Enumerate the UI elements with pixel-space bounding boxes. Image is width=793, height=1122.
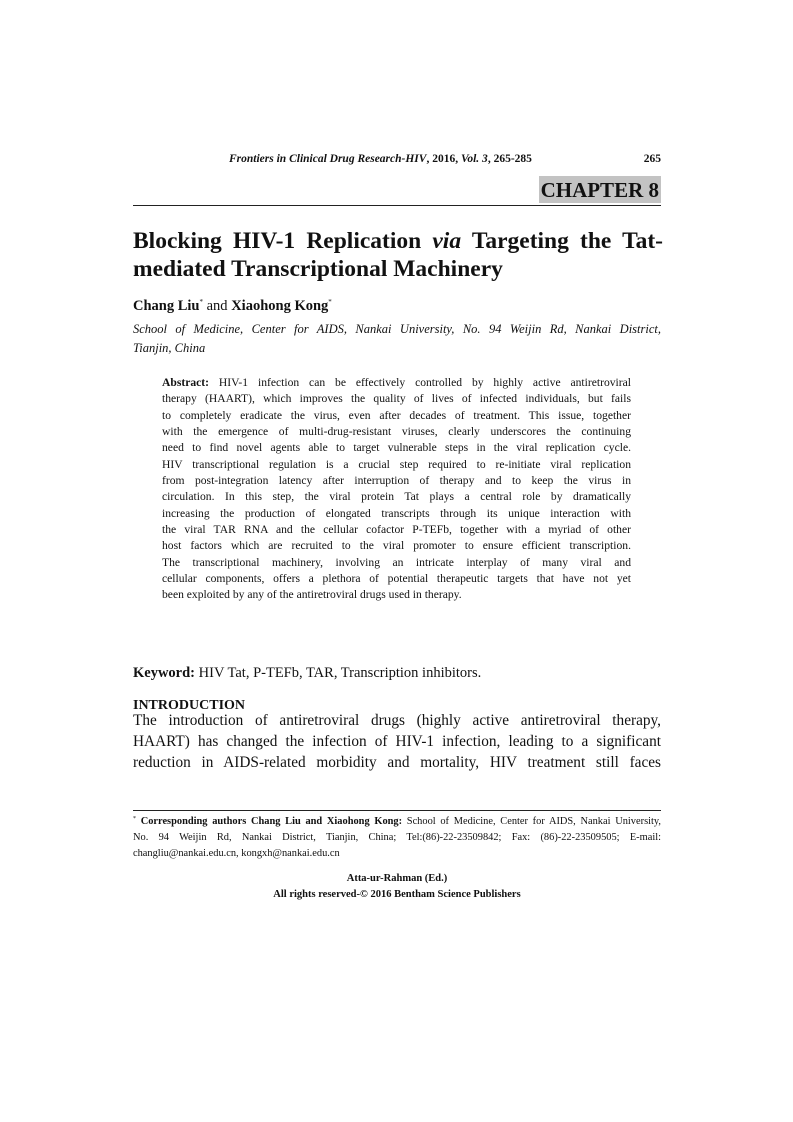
abstract-line xyxy=(162,555,631,571)
title-text: via xyxy=(432,228,462,254)
paragraph-line: HAART) has changed the infection of HIV-1 infection, leading to a significant xyxy=(133,733,661,750)
page-number: 265 xyxy=(643,153,661,165)
journal-pages: , 265-285 xyxy=(487,153,532,165)
abstract-line xyxy=(162,506,631,522)
title-text: Targeting the Tat- xyxy=(461,228,663,254)
section-heading: INTRODUCTION xyxy=(133,698,246,713)
abstract-text: to completely eradicate the virus, even after decades of treatment. This issue, together xyxy=(162,408,631,422)
abstract-text: the viral TAR RNA and the cellular cofactor P-TEFb, together with a myriad of other xyxy=(162,523,631,537)
abstract-line xyxy=(162,571,631,587)
abstract-line xyxy=(162,457,631,473)
author-name: Chang Liu xyxy=(133,298,200,314)
page-title xyxy=(133,227,663,283)
abstract-line xyxy=(162,391,631,407)
paragraph-line: The introduction of antiretroviral drugs (highly active antiretroviral therapy, xyxy=(133,712,661,729)
abstract-label: Abstract: xyxy=(162,376,210,389)
affiliation-line: School of Medicine, Center for AIDS, Nankai University, No. 94 Weijin Rd, Nankai District, xyxy=(133,322,661,336)
journal-year: , 2016, xyxy=(426,153,461,165)
title-text: Blocking HIV-1 Replication xyxy=(133,228,433,254)
abstract-line xyxy=(162,440,631,456)
abstract-line xyxy=(162,489,631,505)
header-divider xyxy=(133,205,661,206)
author-name: Xiaohong Kong xyxy=(231,298,329,314)
footnote-text: School of Medicine, Center for AIDS, Nankai University, xyxy=(402,816,661,827)
author-mark: * xyxy=(199,298,203,306)
copyright: All rights reserved-© 2016 Bentham Science Publishers xyxy=(273,889,521,900)
abstract-text: need to find novel agents able to target vulnerable steps in the viral replication cycle. xyxy=(162,441,631,455)
journal-citation xyxy=(229,153,532,165)
abstract-text: been exploited by any of the antiretroviral drugs used in therapy. xyxy=(162,588,462,602)
footnote-line xyxy=(133,830,661,846)
publisher-info xyxy=(133,871,661,903)
journal-name: Frontiers in Clinical Drug Research-HIV xyxy=(229,153,427,165)
abstract xyxy=(162,375,631,604)
paragraph-line: reduction in AIDS-related morbidity and mortality, HIV treatment still faces xyxy=(133,754,661,771)
abstract-text: HIV transcriptional regulation is a crucial step required to re-initiate viral replication xyxy=(162,457,631,471)
abstract-text: therapy (HAART), which improves the quality of lives of infected individuals, but fails xyxy=(162,392,631,406)
footnote-line xyxy=(133,811,661,830)
footnote-text: changliu@nankai.edu.cn, kongxh@nankai.edu.cn xyxy=(133,848,340,859)
chapter-label: CHAPTER 8 xyxy=(540,178,659,202)
journal-volume: Vol. 3 xyxy=(460,153,488,165)
keywords-text: HIV Tat, P-TEFb, TAR, Transcription inhibitors. xyxy=(195,665,482,681)
author-separator: and xyxy=(203,298,232,314)
author-mark: * xyxy=(328,298,332,306)
editor: Atta-ur-Rahman (Ed.) xyxy=(346,873,448,884)
keywords xyxy=(133,665,481,682)
abstract-line xyxy=(162,408,631,424)
title-line: mediated Transcriptional Machinery xyxy=(133,256,503,282)
footnote xyxy=(133,811,661,862)
footnote-line xyxy=(133,846,661,862)
keywords-label: Keyword: xyxy=(133,665,196,681)
footnote-text: No. 94 Weijin Rd, Nankai District, Tianjin, China; Tel:(86)-22-23509842; Fax: (86)-22-23509505; E-mail: xyxy=(133,832,661,843)
authors xyxy=(133,298,332,315)
abstract-line xyxy=(162,424,631,440)
abstract-text: with the emergence of multi-drug-resistant viruses, clearly underscores the continuing xyxy=(162,425,631,439)
footnote-mark: * xyxy=(133,816,136,822)
abstract-line xyxy=(162,538,631,554)
title-line xyxy=(133,227,663,255)
abstract-text: circulation. In this step, the viral protein Tat plays a central role by dramatically xyxy=(162,490,631,504)
abstract-line xyxy=(162,473,631,489)
abstract-text: increasing the production of elongated transcripts through its unique interaction with xyxy=(162,506,631,520)
introduction-body xyxy=(133,710,661,773)
abstract-text: cellular components, offers a plethora of potential therapeutic targets that have not yet xyxy=(162,572,631,586)
footnote-label: Corresponding authors Chang Liu and Xiaohong Kong: xyxy=(136,816,403,827)
affiliation xyxy=(133,320,661,358)
abstract-line xyxy=(162,522,631,538)
abstract-line xyxy=(162,375,631,391)
abstract-text: from post-integration latency after interruption of therapy and to keep the virus in xyxy=(162,474,631,488)
abstract-text: host factors which are recruited to the viral promoter to ensure efficient transcription. xyxy=(162,539,631,553)
abstract-text: HIV-1 infection can be effectively controlled by highly active antiretroviral xyxy=(209,376,631,389)
abstract-line xyxy=(162,587,631,603)
abstract-text: The transcriptional machinery, involving an intricate interplay of many viral and xyxy=(162,555,631,569)
affiliation-line: Tianjin, China xyxy=(133,341,206,355)
